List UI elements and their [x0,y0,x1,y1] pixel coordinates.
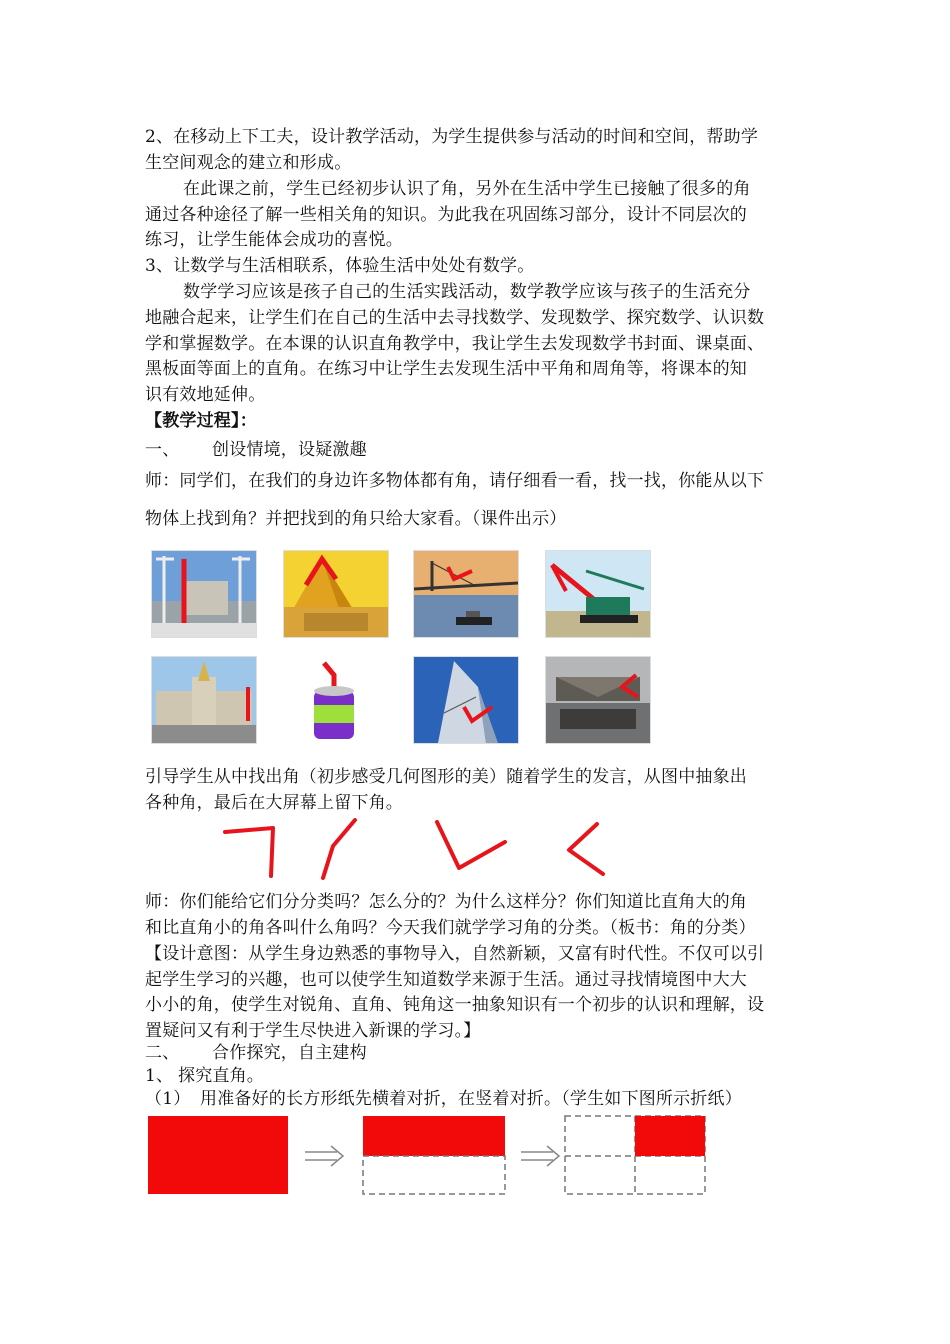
paragraph-line: 学和掌握数学。在本课的认识直角教学中，我让学生去发现数学书封面、课桌面、 [145,334,765,354]
section-title: 合作探究，自主建构 [212,1043,367,1063]
paragraph-line: 识有效地延伸。 [145,385,266,405]
teacher-line: 师：你们能给它们分分类吗？怎么分的？为什么这样分？你们知道比直角大的角 [145,892,747,912]
guide-line: 各种角，最后在大屏幕上留下角。 [145,793,403,813]
design-intent-line: 【设计意图：从学生身边熟悉的事物导入，自然新颖，又富有时代性。不仅可以引 [145,944,765,964]
paragraph-line: 数学学习应该是孩子自己的生活实践活动，数学教学应该与孩子的生活充分 [183,282,751,302]
paragraph-line: 生空间观念的建立和形成。 [145,153,352,173]
step-text: 用准备好的长方形纸先横着对折，在竖着对折。（学生如下图所示折纸） [200,1089,742,1109]
photo-crane-excavator [545,550,651,638]
paragraph-line: 2、在移动上下工夫，设计教学活动，为学生提供参与活动的时间和空间，帮助学 [145,127,759,147]
paragraph-line: 练习，让学生能体会成功的喜悦。 [145,230,403,250]
step-number: （1） [145,1089,191,1109]
photo-skyscraper [413,656,519,744]
paper-folding-diagram [145,1112,725,1198]
paragraph-line: 黑板面等面上的直角。在练习中让学生去发现生活中平角和周角等，将课本的知 [145,359,747,379]
paragraph-line: 3、让数学与生活相联系，体验生活中处处有数学。 [145,256,535,276]
guide-line: 引导学生从中找出角（初步感受几何图形的美）随着学生的发言，从图中抽象出 [145,767,747,787]
teacher-line: 师：同学们，在我们的身边许多物体都有角，请仔细看一看，找一找，你能从以下 [145,471,765,491]
full-paper-rect [148,1116,288,1194]
paragraph-line: 在此课之前，学生已经初步认识了角，另外在生活中学生已接触了很多的角 [183,179,751,199]
photo-palace-monument [151,656,257,744]
section-title: 创设情境，设疑激趣 [212,440,367,460]
angle-shape-right [225,828,273,876]
paragraph-line: 地融合起来，让学生们在自己的生活中去寻找数学、发现数学、探究数学、认识数 [145,308,765,328]
subsection-number: 1、 [145,1066,174,1086]
angle-shape-acute [323,820,355,878]
teacher-line: 和比直角小的角各叫什么角吗？今天我们就学学习角的分类。（板书：角的分类） [145,918,756,938]
angle-shape-wide [569,824,603,874]
dashed-bottom-half [363,1156,505,1194]
design-intent-line: 置疑问又有利于学生尽快进入新课的学习。】 [145,1021,481,1041]
photo-bridge-boat [413,550,519,638]
folded-half-rect [363,1116,505,1156]
angle-shape-obtuse [437,822,505,868]
folded-quarter-rect [635,1116,705,1156]
photo-pyramid-sphinx [283,550,389,638]
section-number: 一、 [145,440,180,460]
subsection-title: 探究直角。 [178,1066,264,1086]
paragraph-line: 通过各种途径了解一些相关角的知识。为此我在巩固练习部分，设计不同层次的 [145,205,747,225]
arrow-icon [521,1146,559,1166]
arrow-icon [305,1146,343,1166]
design-intent-line: 起学生学习的兴趣，也可以使学生知道数学来源于生活。通过寻找情境图中大大 [145,970,747,990]
abstracted-angles [215,818,635,882]
photo-can-with-straw [283,656,389,744]
design-intent-line: 小小的角，使学生对锐角、直角、钝角这一抽象知识有一个初步的认识和理解，设 [145,995,765,1015]
photo-street-lamps [151,550,257,638]
teacher-line: 物体上找到角？并把找到的角只给大家看。（课件出示） [145,509,567,529]
process-heading: 【教学过程】： [145,411,257,431]
section-number: 二、 [145,1043,180,1063]
photo-modern-building [545,656,651,744]
